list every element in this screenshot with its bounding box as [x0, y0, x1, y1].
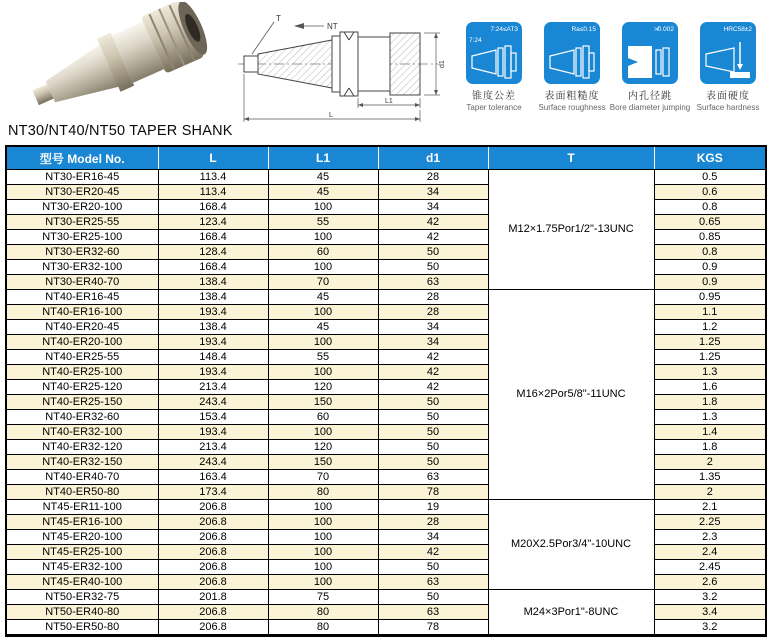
- cell-l1: 75: [268, 590, 378, 605]
- cell-kgs: 1.25: [654, 350, 766, 365]
- cell-model: NT30-ER20-100: [6, 200, 158, 215]
- cell-kgs: 0.9: [654, 260, 766, 275]
- technical-drawing: [232, 4, 448, 128]
- cell-l: 153.4: [158, 410, 268, 425]
- cell-l: 206.8: [158, 620, 268, 636]
- cell-model: NT45-ER32-100: [6, 560, 158, 575]
- cell-l: 206.8: [158, 605, 268, 620]
- cell-d1: 42: [378, 365, 488, 380]
- cell-l: 138.4: [158, 320, 268, 335]
- cell-l: 113.4: [158, 185, 268, 200]
- cell-thread-spec: M16×2Por5/8"-11UNC: [488, 290, 654, 500]
- cell-l1: 150: [268, 395, 378, 410]
- cell-d1: 50: [378, 245, 488, 260]
- feature-label-cn: 表面粗糙度: [544, 91, 600, 102]
- cell-kgs: 1.3: [654, 410, 766, 425]
- cell-model: NT40-ER25-55: [6, 350, 158, 365]
- cell-l: 193.4: [158, 425, 268, 440]
- cell-d1: 50: [378, 425, 488, 440]
- cell-l: 206.8: [158, 500, 268, 515]
- cell-d1: 50: [378, 590, 488, 605]
- cell-model: NT45-ER25-100: [6, 545, 158, 560]
- cell-kgs: 1.35: [654, 470, 766, 485]
- header-model: 型号 Model No.: [6, 146, 158, 170]
- cell-l1: 100: [268, 545, 378, 560]
- cell-d1: 63: [378, 470, 488, 485]
- cell-l: 193.4: [158, 305, 268, 320]
- cell-kgs: 1.6: [654, 380, 766, 395]
- cell-model: NT40-ER25-120: [6, 380, 158, 395]
- cell-kgs: 1.8: [654, 440, 766, 455]
- cell-l1: 100: [268, 425, 378, 440]
- cell-model: NT40-ER32-60: [6, 410, 158, 425]
- cell-l: 128.4: [158, 245, 268, 260]
- cell-kgs: 0.65: [654, 215, 766, 230]
- cell-l1: 100: [268, 515, 378, 530]
- cell-d1: 63: [378, 575, 488, 590]
- cell-l: 213.4: [158, 380, 268, 395]
- spec-table-header: [6, 146, 766, 170]
- cell-l1: 80: [268, 605, 378, 620]
- cell-model: NT30-ER25-100: [6, 230, 158, 245]
- feature-label-cn: 表面硬度: [706, 91, 750, 102]
- header-l1: L1: [268, 146, 378, 170]
- feature-surface-hardness: [689, 22, 767, 118]
- cell-l1: 120: [268, 440, 378, 455]
- cell-kgs: 2.45: [654, 560, 766, 575]
- cell-d1: 19: [378, 500, 488, 515]
- cell-l: 123.4: [158, 215, 268, 230]
- cell-d1: 28: [378, 515, 488, 530]
- header-l: L: [158, 146, 268, 170]
- feature-label-en: Taper tolerance: [466, 103, 522, 112]
- drawing-label-l: L: [329, 112, 333, 119]
- cell-model: NT30-ER32-60: [6, 245, 158, 260]
- cell-l: 213.4: [158, 440, 268, 455]
- surface-hardness-icon: [704, 40, 752, 80]
- surface-roughness-icon: [548, 44, 596, 80]
- cell-kgs: 0.9: [654, 275, 766, 290]
- drawing-label-l1: L1: [385, 98, 393, 105]
- table-row: [6, 290, 766, 305]
- cell-l: 206.8: [158, 575, 268, 590]
- product-photo: [10, 2, 226, 122]
- table-row: [6, 500, 766, 515]
- dimension-drawing-icon: [232, 4, 448, 128]
- cell-model: NT45-ER11-100: [6, 500, 158, 515]
- cell-kgs: 2.1: [654, 500, 766, 515]
- cell-model: NT45-ER40-100: [6, 575, 158, 590]
- cell-l: 168.4: [158, 260, 268, 275]
- cell-l1: 100: [268, 560, 378, 575]
- cell-model: NT30-ER16-45: [6, 170, 158, 185]
- header-kgs: KGS: [654, 146, 766, 170]
- cell-l: 163.4: [158, 470, 268, 485]
- cell-l: 138.4: [158, 275, 268, 290]
- cell-thread-spec: M20X2.5Por3/4"-10UNC: [488, 500, 654, 590]
- cell-kgs: 3.4: [654, 605, 766, 620]
- cell-model: NT30-ER32-100: [6, 260, 158, 275]
- cell-kgs: 2: [654, 455, 766, 470]
- cell-l: 168.4: [158, 230, 268, 245]
- cell-l1: 100: [268, 500, 378, 515]
- surface-roughness-value: Ra≤0.15: [571, 26, 596, 33]
- cell-d1: 63: [378, 275, 488, 290]
- cell-model: NT40-ER32-120: [6, 440, 158, 455]
- cell-d1: 28: [378, 290, 488, 305]
- cell-l: 193.4: [158, 335, 268, 350]
- feature-taper-tolerance: [455, 22, 533, 118]
- cell-d1: 42: [378, 230, 488, 245]
- cell-kgs: 3.2: [654, 590, 766, 605]
- surface-roughness-box: [544, 22, 600, 84]
- cell-kgs: 2.6: [654, 575, 766, 590]
- cell-model: NT30-ER25-55: [6, 215, 158, 230]
- cell-d1: 50: [378, 410, 488, 425]
- header-d1: d1: [378, 146, 488, 170]
- cell-d1: 34: [378, 185, 488, 200]
- cell-l1: 70: [268, 470, 378, 485]
- cell-l1: 70: [268, 275, 378, 290]
- table-row: [6, 170, 766, 185]
- cell-d1: 34: [378, 335, 488, 350]
- cell-l1: 45: [268, 320, 378, 335]
- cell-l: 193.4: [158, 365, 268, 380]
- cell-kgs: 0.8: [654, 245, 766, 260]
- table-row: [6, 590, 766, 605]
- feature-label-cn: 锥度公差: [472, 91, 516, 102]
- cell-d1: 34: [378, 530, 488, 545]
- cell-l1: 45: [268, 290, 378, 305]
- cell-d1: 42: [378, 380, 488, 395]
- cell-kgs: 1.25: [654, 335, 766, 350]
- surface-hardness-value: HRC58±2: [723, 26, 752, 33]
- cell-model: NT40-ER40-70: [6, 470, 158, 485]
- cell-kgs: 1.4: [654, 425, 766, 440]
- bore-runout-box: [622, 22, 678, 84]
- cell-l1: 100: [268, 305, 378, 320]
- feature-label-en: Bore diameter jumping: [609, 103, 691, 112]
- cell-kgs: 1.1: [654, 305, 766, 320]
- cell-model: NT40-ER20-100: [6, 335, 158, 350]
- cell-model: NT40-ER16-45: [6, 290, 158, 305]
- cell-l1: 100: [268, 365, 378, 380]
- cell-l1: 55: [268, 350, 378, 365]
- cell-l: 206.8: [158, 530, 268, 545]
- drawing-label-t: T: [276, 14, 281, 23]
- cell-l: 206.8: [158, 545, 268, 560]
- cell-model: NT50-ER50-80: [6, 620, 158, 636]
- drawing-label-nt: NT: [327, 22, 338, 31]
- cell-l1: 100: [268, 530, 378, 545]
- page-title: NT30/NT40/NT50 TAPER SHANK: [8, 123, 233, 139]
- cell-model: NT40-ER25-100: [6, 365, 158, 380]
- spec-table: [5, 145, 767, 637]
- cell-l1: 55: [268, 215, 378, 230]
- cell-thread-spec: M12×1.75Por1/2"-13UNC: [488, 170, 654, 290]
- cell-l1: 45: [268, 170, 378, 185]
- cell-model: NT30-ER20-45: [6, 185, 158, 200]
- cell-d1: 50: [378, 395, 488, 410]
- cell-d1: 50: [378, 455, 488, 470]
- feature-boxes: [455, 22, 767, 118]
- feature-bore-runout: [611, 22, 689, 118]
- drawing-label-d1: d1: [439, 60, 446, 68]
- cell-model: NT40-ER32-150: [6, 455, 158, 470]
- cell-l1: 150: [268, 455, 378, 470]
- cell-d1: 34: [378, 200, 488, 215]
- cell-model: NT50-ER40-80: [6, 605, 158, 620]
- cell-model: NT40-ER32-100: [6, 425, 158, 440]
- cell-l1: 60: [268, 245, 378, 260]
- cell-kgs: 3.2: [654, 620, 766, 636]
- collet-chuck-photo-icon: [10, 2, 226, 122]
- cell-l1: 100: [268, 200, 378, 215]
- cell-d1: 78: [378, 485, 488, 500]
- cell-l: 138.4: [158, 290, 268, 305]
- cell-d1: 50: [378, 560, 488, 575]
- cell-model: NT50-ER32-75: [6, 590, 158, 605]
- cell-l: 148.4: [158, 350, 268, 365]
- cell-model: NT40-ER50-80: [6, 485, 158, 500]
- cell-l: 243.4: [158, 395, 268, 410]
- taper-tolerance-icon: [470, 44, 518, 80]
- cell-l1: 120: [268, 380, 378, 395]
- cell-model: NT45-ER16-100: [6, 515, 158, 530]
- cell-d1: 28: [378, 170, 488, 185]
- cell-l1: 80: [268, 485, 378, 500]
- surface-hardness-box: [700, 22, 756, 84]
- taper-tolerance-value: 7:24≤AT3: [490, 26, 518, 33]
- cell-kgs: 0.85: [654, 230, 766, 245]
- cell-l1: 60: [268, 410, 378, 425]
- cell-kgs: 2.3: [654, 530, 766, 545]
- cell-kgs: 2.25: [654, 515, 766, 530]
- cell-l: 173.4: [158, 485, 268, 500]
- cell-kgs: 0.95: [654, 290, 766, 305]
- cell-d1: 50: [378, 440, 488, 455]
- cell-l1: 80: [268, 620, 378, 636]
- cell-l1: 100: [268, 260, 378, 275]
- cell-d1: 28: [378, 305, 488, 320]
- cell-l: 168.4: [158, 200, 268, 215]
- cell-kgs: 0.8: [654, 200, 766, 215]
- cell-kgs: 2.4: [654, 545, 766, 560]
- cell-model: NT40-ER16-100: [6, 305, 158, 320]
- taper-ratio-value: 7:24: [469, 37, 482, 44]
- cell-l: 113.4: [158, 170, 268, 185]
- feature-label-en: Surface roughness: [538, 103, 606, 112]
- taper-tolerance-box: [466, 22, 522, 84]
- cell-kgs: 1.3: [654, 365, 766, 380]
- cell-model: NT30-ER40-70: [6, 275, 158, 290]
- cell-model: NT40-ER20-45: [6, 320, 158, 335]
- cell-d1: 63: [378, 605, 488, 620]
- cell-kgs: 0.6: [654, 185, 766, 200]
- cell-l: 201.8: [158, 590, 268, 605]
- cell-d1: 42: [378, 350, 488, 365]
- cell-kgs: 1.8: [654, 395, 766, 410]
- cell-l: 206.8: [158, 560, 268, 575]
- cell-l1: 45: [268, 185, 378, 200]
- cell-d1: 34: [378, 320, 488, 335]
- cell-d1: 42: [378, 545, 488, 560]
- spec-table-body: [6, 170, 766, 636]
- cell-d1: 42: [378, 215, 488, 230]
- cell-l1: 100: [268, 335, 378, 350]
- cell-l: 243.4: [158, 455, 268, 470]
- cell-model: NT45-ER20-100: [6, 530, 158, 545]
- cell-kgs: 1.2: [654, 320, 766, 335]
- header-t: T: [488, 146, 654, 170]
- cell-kgs: 2: [654, 485, 766, 500]
- feature-label-en: Surface hardness: [696, 103, 760, 112]
- cell-l1: 100: [268, 230, 378, 245]
- cell-thread-spec: M24×3Por1"-8UNC: [488, 590, 654, 636]
- cell-d1: 78: [378, 620, 488, 636]
- bore-runout-value: ≯0.002: [653, 26, 674, 33]
- bore-runout-icon: [626, 44, 674, 80]
- cell-d1: 50: [378, 260, 488, 275]
- feature-surface-roughness: [533, 22, 611, 118]
- cell-kgs: 0.5: [654, 170, 766, 185]
- cell-model: NT40-ER25-150: [6, 395, 158, 410]
- cell-l: 206.8: [158, 515, 268, 530]
- cell-l1: 100: [268, 575, 378, 590]
- feature-label-cn: 内孔径跳: [628, 91, 672, 102]
